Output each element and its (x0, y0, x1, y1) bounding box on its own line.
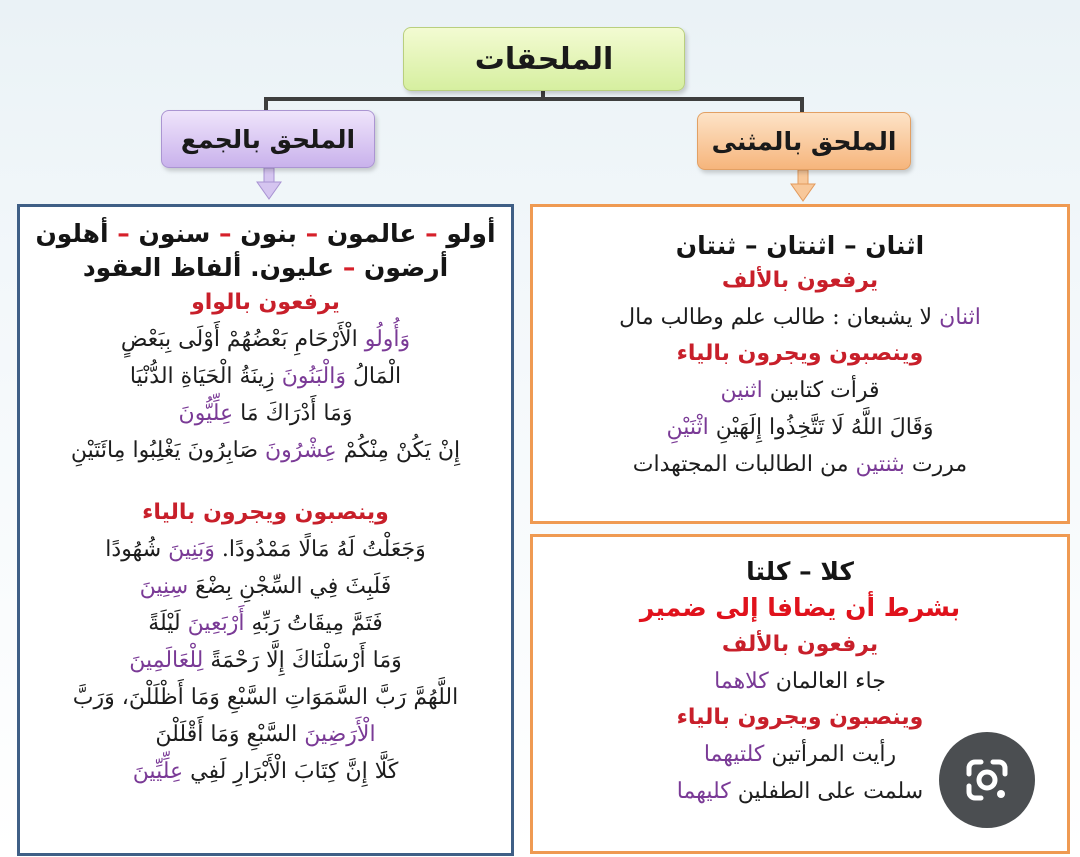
example-text: السَّبْعِ وَمَا أَقْلَلْنَ (155, 722, 305, 747)
highlight-word: أَرْبَعِينَ (187, 611, 245, 636)
highlight-word: سِنِينَ (139, 574, 189, 599)
dash: – (117, 219, 130, 248)
dash: – (425, 219, 438, 248)
plural-words-line-1 (20, 217, 511, 251)
example-line (20, 642, 511, 679)
highlight-word: وَبَنِينَ (168, 537, 215, 562)
dual-arrow (790, 170, 816, 202)
example-line (20, 321, 511, 358)
highlight-word: عِلِّيُّونَ (178, 401, 234, 426)
kila-nominative-example (533, 663, 1067, 700)
example-text: وَجَعَلْتُ لَهُ مَالًا مَمْدُودًا. (214, 537, 426, 562)
example-text: وَمَا أَدْرَاكَ مَا (233, 401, 353, 426)
dash: – (799, 557, 812, 586)
dash: – (219, 219, 232, 248)
example-line (20, 716, 511, 753)
highlight-word: بثنتين (855, 452, 905, 477)
plural-word: ألفاظ العقود (82, 253, 242, 282)
dual-word: اثنان (865, 231, 925, 260)
example-text: كَلَّا إِنَّ كِتَابَ الْأَبْرَارِ لَفِي (183, 759, 399, 784)
dual-panel (530, 204, 1070, 524)
example-line (533, 409, 1067, 446)
example-text: إِنْ يَكُنْ مِنْكُمْ (336, 438, 461, 463)
highlight-word: كلتيهما (703, 742, 765, 767)
highlight-word: اثنان (939, 305, 981, 330)
dual-accusative-examples (533, 372, 1067, 483)
example-line (20, 432, 511, 469)
kila-word: كلا (820, 557, 854, 586)
connector-horizontal (264, 97, 804, 101)
google-lens-icon (959, 752, 1015, 808)
kila-condition: بشرط أن يضافا إلى ضمير (639, 593, 961, 622)
example-line (20, 753, 511, 790)
plural-words-line-2: أرضون – عليون. ألفاظ العقود (82, 253, 449, 282)
dual-nominative-example (533, 299, 1067, 336)
example-text: من الطالبات المجتهدات (632, 452, 856, 477)
highlight-word: اثنين (720, 378, 763, 403)
example-line (20, 531, 511, 568)
plural-arrow (256, 168, 282, 200)
highlight-word: الْأَرَضِينَ (304, 722, 376, 747)
plural-word: عليون (259, 253, 335, 282)
highlight-word: عِشْرُونَ (265, 438, 337, 463)
kila-nominative-rule: يرفعون بالألف (721, 632, 879, 657)
dual-accusative-rule: وينصبون ويجرون بالياء (676, 341, 924, 366)
dash: – (305, 219, 319, 248)
example-text: الْأَرْحَامِ بَعْضُهُمْ أَوْلَى بِبَعْضٍ (120, 327, 365, 352)
example-text: رأيت المرأتين (764, 742, 897, 767)
kila-words-line (533, 555, 1067, 589)
kila-word: كلتا (746, 557, 791, 586)
example-text: فَتَمَّ مِيقَاتُ رَبِّهِ (244, 611, 383, 636)
example-text: وَمَا أَرْسَلْنَاكَ إِلَّا رَحْمَةً (203, 648, 402, 673)
dash: – (844, 231, 857, 260)
plural-word: عالمون (326, 219, 417, 248)
root-label: الملحقات (474, 41, 614, 77)
example-text: وَقَالَ اللَّهُ لَا تَتَّخِذُوا إِلَهَيْنِ (708, 415, 934, 440)
plural-branch-node (161, 110, 375, 168)
example-line (533, 446, 1067, 483)
plural-branch-label: الملحق بالجمع (180, 124, 356, 154)
example-line (533, 372, 1067, 409)
example-text: شُهُودًا (105, 537, 169, 562)
highlight-word: اثْنَيْنِ (666, 415, 709, 440)
example-text: صَابِرُونَ يَغْلِبُوا مِائَتَيْنِ (70, 438, 266, 463)
dual-branch-node (697, 112, 911, 170)
plural-nominative-rule: يرفعون بالواو (191, 290, 340, 315)
root-node (403, 27, 685, 91)
dash: – (342, 253, 356, 282)
dash: – (745, 231, 758, 260)
plural-nominative-examples (20, 321, 511, 469)
plural-word: بنون (240, 219, 297, 248)
example-text: سلمت على الطفلين (730, 779, 924, 804)
example-line (20, 395, 511, 432)
dual-nominative-rule: يرفعون بالألف (721, 268, 879, 293)
example-text: اللَّهُمَّ رَبَّ السَّمَوَاتِ السَّبْعِ وَمَا أَظْلَلْنَ، وَرَبَّ (72, 685, 459, 710)
plural-panel (17, 204, 514, 856)
example-text: لَيْلَةً (148, 611, 188, 636)
example-text: قرأت كتابين (762, 378, 880, 403)
plural-accusative-rule: وينصبون ويجرون بالياء (142, 500, 389, 525)
plural-word: سنون (138, 219, 211, 248)
highlight-word: عِلِّيِّينَ (132, 759, 184, 784)
example-text: زِينَةُ الْحَيَاةِ الدُّنْيَا (129, 364, 282, 389)
example-line (20, 679, 511, 716)
lens-button[interactable] (939, 732, 1035, 828)
dual-word: اثنتان (766, 231, 836, 260)
highlight-word: وَالْبَنُونَ (281, 364, 346, 389)
connector-left-drop (264, 97, 268, 111)
example-line (20, 358, 511, 395)
highlight-word: كلاهما (714, 669, 769, 694)
example-line (20, 605, 511, 642)
example-text: الْمَالُ (345, 364, 402, 389)
plural-word: أولو (446, 219, 496, 248)
dual-branch-label: الملحق بالمثنى (711, 126, 897, 156)
plural-word: أرضون (364, 253, 449, 282)
dual-words-line (533, 229, 1067, 263)
highlight-word: كليهما (676, 779, 731, 804)
example-text: جاء العالمان (768, 669, 886, 694)
example-text: فَلَبِثَ فِي السِّجْنِ بِضْعَ (188, 574, 392, 599)
highlight-word: وَأُولُو (364, 327, 411, 352)
example-text: لا يشبعان : طالب علم وطالب مال (619, 305, 940, 330)
connector-right-drop (800, 97, 804, 113)
example-line (20, 568, 511, 605)
highlight-word: لِلْعَالَمِينَ (129, 648, 204, 673)
dual-word: ثنتان (675, 231, 737, 260)
plural-accusative-examples (20, 531, 511, 790)
plural-word: أهلون (35, 219, 109, 248)
example-text: مررت (904, 452, 968, 477)
kila-accusative-rule: وينصبون ويجرون بالياء (676, 705, 924, 730)
